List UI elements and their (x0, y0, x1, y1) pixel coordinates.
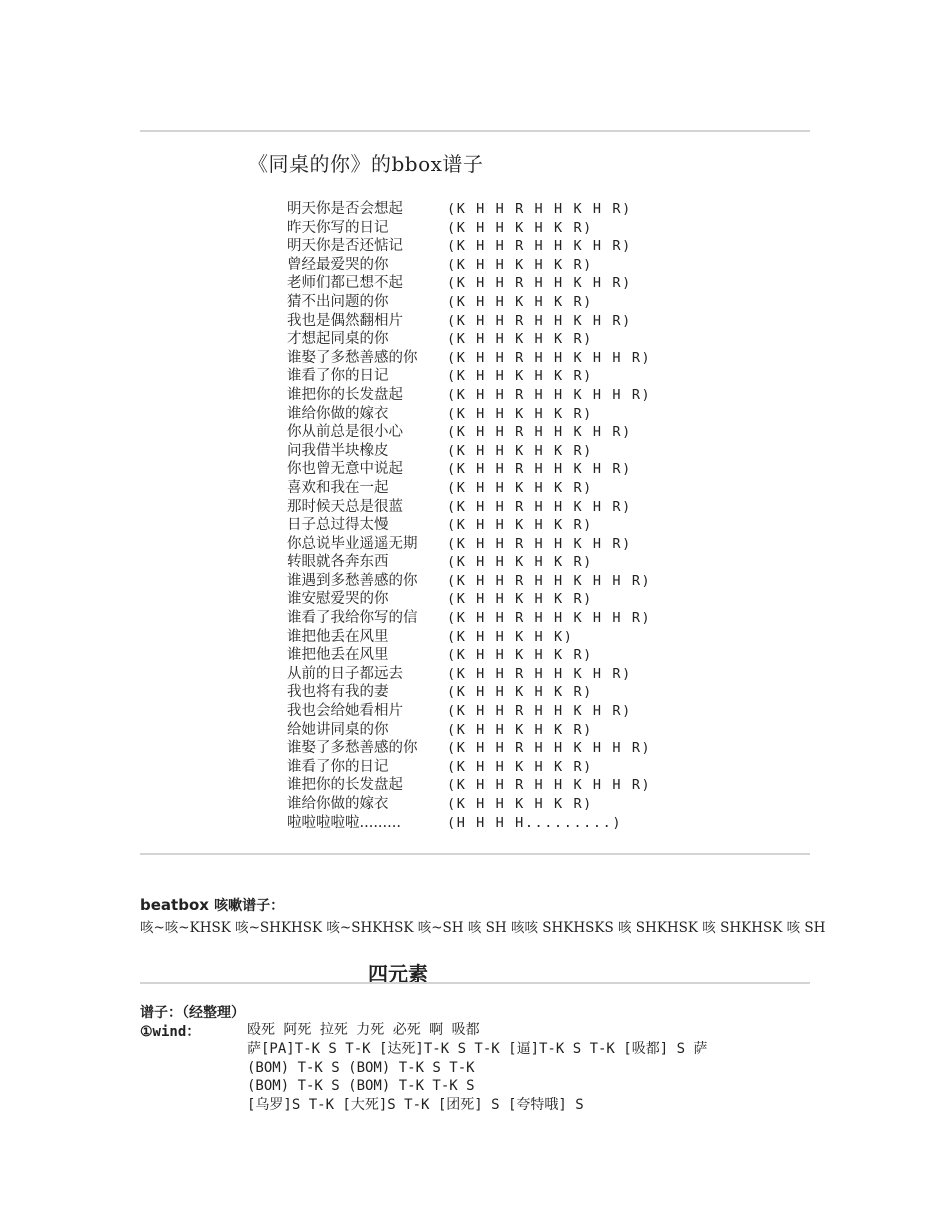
beat-code: (K H H K H K) (447, 628, 574, 645)
wind-line: [乌罗]S T-K [大死]S T-K [团死] S [夸特哦] S (247, 1097, 584, 1114)
lyric-text: 谁娶了多愁善感的你 (287, 740, 418, 757)
wind-label: ①wind： (140, 1024, 201, 1040)
beat-code: (K H H K H K R) (447, 758, 593, 775)
lyric-text: 你也曾无意中说起 (287, 461, 403, 478)
page-title: 《同桌的你》的bbox谱子 (248, 152, 484, 176)
lyric-text: 我也会给她看相片 (287, 703, 403, 720)
lyric-text: 谁娶了多愁善感的你 (287, 349, 418, 366)
wind-line: 萨[PA]T-K S T-K [达死]T-K S T-K [逼]T-K S T-K [吸都] S 萨 (247, 1040, 708, 1057)
beat-code: (K H H R H H K H H R) (447, 740, 652, 757)
lyric-text: 曾经最爱哭的你 (287, 256, 389, 273)
beat-code: (K H H R H H K H H R) (447, 610, 652, 627)
beat-code: (K H H K H K R) (447, 796, 593, 812)
beat-code: (K H H K H K R) (447, 256, 593, 273)
lyric-text: 谁给你做的嫁衣 (287, 405, 389, 422)
lyric-text: 才想起同桌的你 (287, 331, 389, 348)
beat-code: (K H H R H H K H R) (447, 312, 632, 329)
wind-score-lines (247, 1021, 707, 1115)
beat-code: (K H H R H H K H R) (447, 703, 632, 720)
lyric-text: 明天你是否会想起 (287, 201, 403, 217)
lyric-text: 谁把你的长发盘起 (287, 777, 403, 794)
lyric-text: 你从前总是很小心 (287, 424, 403, 441)
lyric-text: 谁遇到多愁善感的你 (287, 572, 418, 589)
lyric-text: 谁看了你的日记 (287, 368, 389, 385)
lyric-text: 啦啦啦啦啦......... (287, 814, 401, 831)
lyric-text: 谁把他丢在风里 (287, 628, 389, 645)
beat-code: (K H H K H K R) (447, 554, 593, 571)
beat-code: (K H H K H K R) (447, 405, 593, 422)
lyric-text: 昨天你写的日记 (287, 219, 389, 236)
lyric-text: 谁给你做的嫁衣 (287, 796, 389, 812)
beat-code: (K H H K H K R) (447, 368, 593, 385)
lyric-text: 从前的日子都远去 (287, 665, 403, 682)
beat-code: (K H H K H K R) (447, 479, 593, 496)
lyric-text: 明天你是否还惦记 (287, 238, 403, 255)
top-divider (140, 130, 810, 132)
lyric-text: 我也将有我的妻 (287, 684, 389, 701)
score-heading: 谱子：（经整理） (140, 1005, 245, 1021)
beat-code: (K H H K H K R) (447, 684, 593, 701)
wind-line: (BOM) T-K S (BOM) T-K S T-K (247, 1059, 475, 1076)
wind-line: (BOM) T-K S (BOM) T-K T-K S (247, 1078, 475, 1095)
beat-code: (K H H K H K R) (447, 331, 593, 348)
lyric-text: 猜不出问题的你 (287, 293, 389, 310)
lyric-text: 问我借半块橡皮 (287, 442, 389, 459)
beat-code: (K H H K H K R) (447, 647, 593, 664)
beat-code: (K H H R H H K H R) (447, 275, 632, 292)
beat-code: (K H H R H H K H R) (447, 424, 632, 441)
beat-code: (K H H K H K R) (447, 721, 593, 738)
lyric-text: 谁把他丢在风里 (287, 647, 389, 664)
wind-line: 殴死 阿死 拉死 力死 必死 啊 吸都 (247, 1022, 480, 1038)
beat-code: (K H H R H H K H R) (447, 461, 632, 478)
lyric-text: 转眼就各奔东西 (287, 554, 389, 571)
lyric-text: 那时候天总是很蓝 (287, 498, 403, 515)
beat-code: (K H H R H H K H H R) (447, 572, 652, 589)
beat-code: (K H H R H H K H R) (447, 535, 632, 552)
section-divider (140, 982, 810, 984)
lyric-text: 谁安慰爱哭的你 (287, 591, 389, 608)
section-title: 四元素 (368, 962, 428, 986)
beatbox-heading-en: beatbox (140, 896, 209, 914)
beat-code: (K H H R H H K H R) (447, 665, 632, 682)
beatbox-score-line: 咳~咳~KHSK 咳~SHKHSK 咳~SHKHSK 咳~SH 咳 SH 咳咳 SHKHSKS 咳 SHKHSK 咳 SHKHSK 咳 SH (140, 920, 826, 936)
beat-code: (K H H K H K R) (447, 293, 593, 310)
beat-code: (K H H R H H K H H R) (447, 777, 652, 794)
beat-code: (K H H R H H K H R) (447, 498, 632, 515)
beat-code: (K H H K H K R) (447, 219, 593, 236)
beat-code: (K H H K H K R) (447, 517, 593, 534)
lyric-text: 喜欢和我在一起 (287, 479, 389, 496)
lyric-text: 日子总过得太慢 (287, 517, 389, 534)
beatbox-heading-cn: 咳嗽谱子： (214, 898, 285, 914)
beat-code: (K H H R H H K H R) (447, 238, 632, 255)
beat-code: (K H H R H H K H R) (447, 201, 632, 217)
lyric-text: 谁看了你的日记 (287, 758, 389, 775)
beatbox-heading (140, 895, 284, 915)
beat-code: (H H H H.........) (447, 814, 623, 831)
beat-code: (K H H R H H K H H R) (447, 386, 652, 403)
lyric-text: 你总说毕业遥遥无期 (287, 535, 418, 552)
lyric-text: 老师们都已想不起 (287, 275, 403, 292)
beat-code: (K H H K H K R) (447, 442, 593, 459)
middle-divider (140, 853, 810, 855)
lyric-text: 谁把你的长发盘起 (287, 386, 403, 403)
lyric-text: 给她讲同桌的你 (287, 721, 389, 738)
lyric-text: 谁看了我给你写的信 (287, 610, 418, 627)
beat-code: (K H H R H H K H H R) (447, 349, 652, 366)
beat-code: (K H H K H K R) (447, 591, 593, 608)
lyric-text: 我也是偶然翻相片 (287, 312, 403, 329)
